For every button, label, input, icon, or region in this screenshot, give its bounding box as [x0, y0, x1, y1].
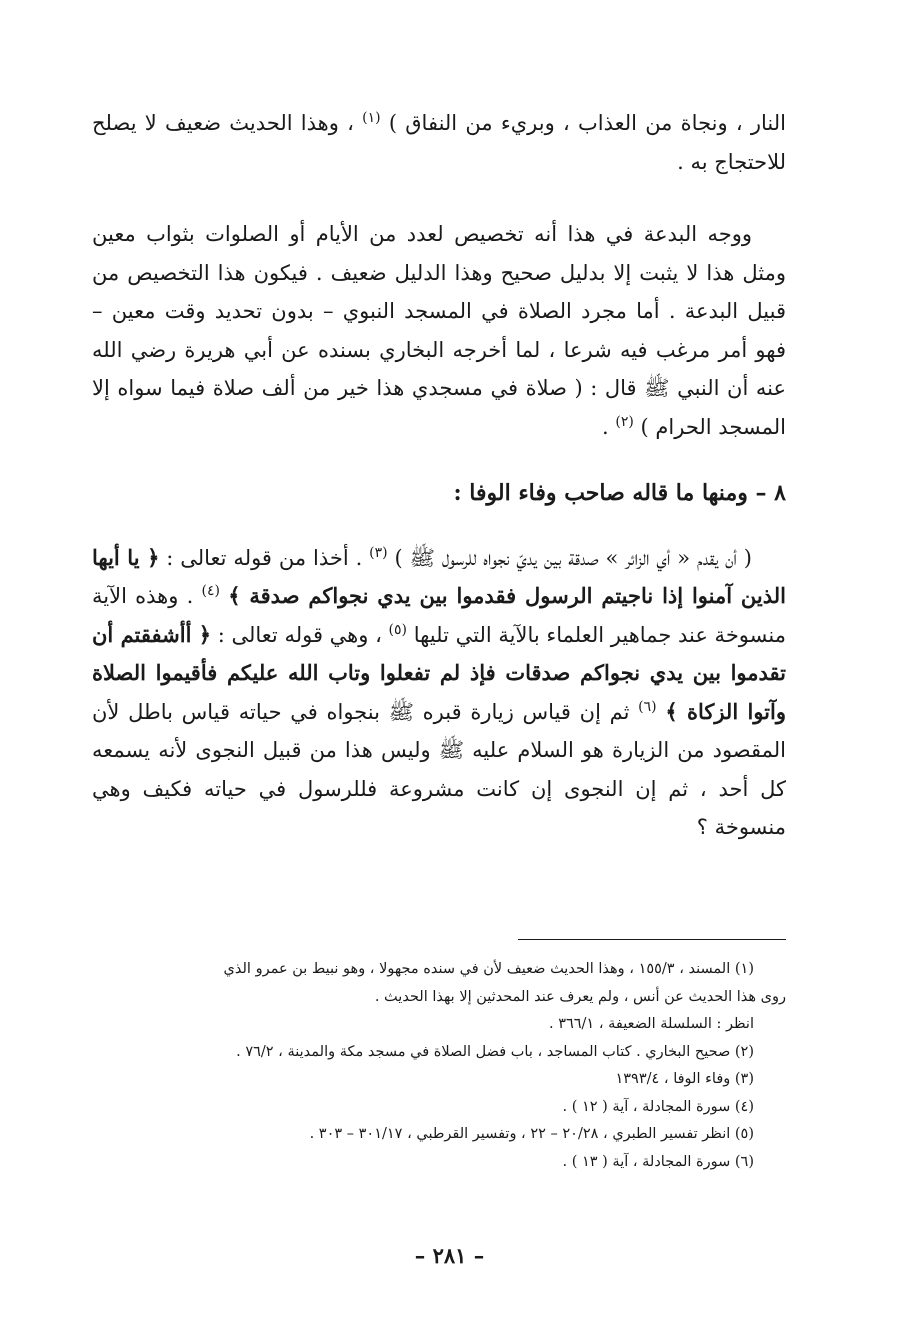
para3-text-5: ثم إن قياس زيارة قبره ﷺ بنجواه في حياته قياس باطل لأن المقصود من الزيارة هو السلام عليه ﷺ وليس هذا من قبيل النجوى لأنه يسمعه كل أحد ، ثم إن النجوى إن كانت مشروعة فللرسول في حياته فكيف وهي منسوخة ؟: [92, 699, 786, 839]
para2-end: .: [602, 414, 609, 439]
footnote-1-ref: انظر : السلسلة الضعيفة ، ٣٦٦/١ .: [548, 1016, 754, 1032]
para1-text-c: لا يصلح للاحتجاج به .: [92, 111, 786, 174]
footnote-1-continued: روى هذا الحديث عن أنس ، ولم يعرف عند المحدثين إلا بهذا الحديث .: [374, 988, 786, 1005]
quran-verse-2: ﴿ أأشفقتم أن تقدموا بين يدي نجواكم صدقات فإذ لم تفعلوا وتاب الله عليكم فأقيموا الصلاة وآتوا الزكاة ﴾: [92, 621, 786, 724]
footnote-ref-3: (٣): [369, 544, 388, 561]
para3-text-4: ، وهي قوله تعالى :: [217, 622, 382, 647]
page-number: – ٢٨١ –: [414, 1243, 485, 1268]
footnote-ref-1: (١): [362, 110, 381, 126]
paragraph-3: [92, 539, 786, 847]
footnote-separator: [518, 939, 786, 940]
para1-text-b: ، وهذا الحديث ضعيف: [165, 111, 354, 135]
para1-text: النار ، ونجاة من العذاب ، وبريء من النفاق ): [388, 111, 786, 135]
footnote-4: (٤) سورة المجادلة ، آية ( ١٢ ) .: [562, 1098, 754, 1115]
footnote-ref-4: (٤): [201, 583, 220, 599]
para3-text-1: ( أن يقدم « أي الزائر » صدقة بين يديّ نجواه للرسول ﷺ ): [394, 545, 752, 570]
section-heading: ٨ – ومنها ما قاله صاحب وفاء الوفا :: [453, 480, 786, 506]
footnote-ref-5: (٥): [388, 621, 408, 638]
footnote-ref-2: (٢): [615, 413, 634, 430]
footnote-1: [92, 956, 754, 984]
para3-text-2: . أخذا من قوله تعالى :: [166, 545, 363, 570]
quran-verse-1: ﴿ يا أيها الذين آمنوا إذا ناجيتم الرسول فقدموا بين يدي نجواكم صدقة ﴾: [92, 544, 786, 608]
footnote-6: (٦) سورة المجادلة ، آية ( ١٣ ) .: [562, 1153, 754, 1170]
footnote-2: (٢) صحيح البخاري . كتاب المساجد ، باب فضل الصلاة في مسجد مكة والمدينة ، ٧٦/٢ .: [236, 1043, 754, 1060]
paragraph-1: [92, 104, 786, 181]
para2-text: ووجه البدعة في هذا أنه تخصيص لعدد من الأيام أو الصلوات بثواب معين ومثل هذا لا يثبت إلا بدليل صحيح وهذا الدليل ضعيف . فيكون هذا التخصيص من قبيل البدعة . أما مجرد الصلاة في المسجد النبوي – بدون تحديد وقت معين – فهو أمر مرغب فيه شرعا ، لما أخرجه البخاري بسنده عن أبي هريرة رضي الله عنه أن النبي ﷺ قال : ( صلاة في مسجدي هذا خير من ألف صلاة فيما سواه إلا المسجد الحرام ): [92, 222, 786, 439]
footnote-ref-6: (٦): [638, 698, 657, 715]
footnote-1-text: (١) المسند ، ١٥٥/٣ ، وهذا الحديث ضعيف لأن في سنده مجهولا ، وهو نبيط بن عمرو الذي: [223, 961, 754, 977]
footnote-5: (٥) انظر تفسير الطبري ، ٢٠/٢٨ – ٢٢ ، وتفسير القرطبي ، ٣٠١/١٧ – ٣٠٣ .: [309, 1126, 754, 1142]
footnotes: [92, 956, 786, 1176]
footnote-3: (٣) وفاء الوفا ، ١٣٩٣/٤: [615, 1071, 754, 1087]
para3-text-3: . وهذه الآية منسوخة عند جماهير العلماء بالآية التي تليها: [92, 584, 786, 647]
paragraph-2: [92, 215, 786, 446]
page-body: [92, 104, 786, 1170]
